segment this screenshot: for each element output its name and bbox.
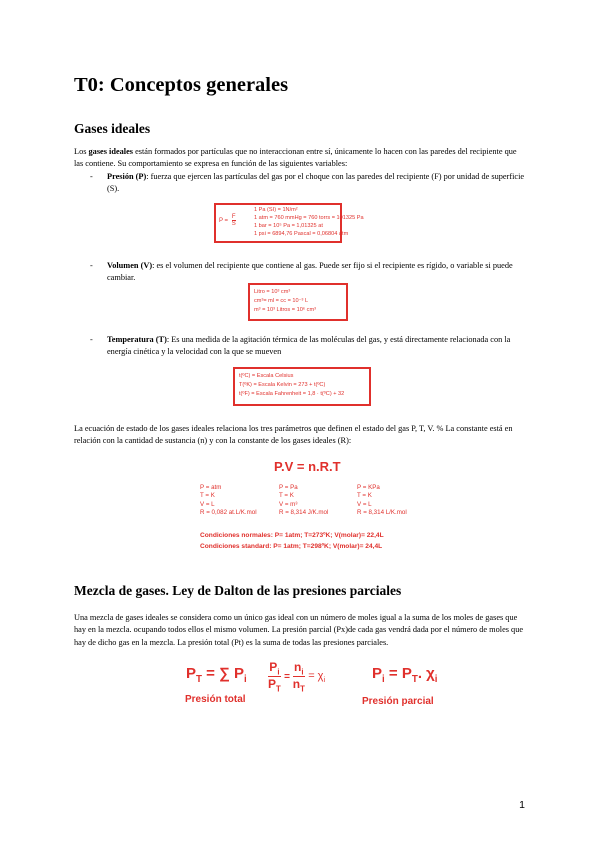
box-line: 1 bar = 10⁵ Pa = 1,01325 at — [254, 223, 323, 230]
units-column-2 — [279, 484, 328, 518]
bullet-dash: - — [90, 172, 93, 181]
unit-line: V = m³ — [279, 500, 298, 508]
units-column-1 — [200, 484, 257, 518]
formula-partial-pressure: $P_i = P_T$. $\chi_i$ — [372, 665, 438, 685]
bullet-desc: : es el volumen del recipiente que contiene al gas. Puede ser fijo si el recipiente es rígido, o variable si puede cambiar. — [107, 261, 513, 283]
bullet-term: Volumen (V) — [107, 261, 153, 270]
pressure-formula-num: F — [231, 214, 236, 220]
intro-text-pre: Los — [74, 147, 89, 156]
unit-line: T = K — [357, 492, 372, 500]
bullet-desc: : fuerza que ejercen las partículas del gas por el choque con las paredes del recipiente (F) por unidad de superficie (S). — [107, 172, 525, 194]
bullet-text — [107, 260, 527, 285]
box-line: 1 psi = 6894,76 Pascal = 0,06804 atm — [254, 231, 349, 238]
pressure-formula — [219, 214, 236, 227]
equation-paragraph: La ecuación de estado de los gases ideales relaciona los tres parámetros que definen el estado del gas P, T, V. % La constante está en relación con la cantidad de sustancia (n) y con la constante de los gases ideales (R): — [74, 424, 513, 446]
unit-line: R = 8,314 J/K.mol — [279, 509, 329, 517]
bullet-dash: - — [90, 335, 93, 344]
pressure-formula-lhs: P = — [219, 218, 229, 225]
pressure-formula-den: S — [231, 221, 236, 227]
bullet-term: Presión (P) — [107, 172, 147, 181]
box-line: T(ºK) = Escala Kelvin = 273 + t(ºC) — [239, 382, 326, 388]
box-line: 1 atm = 760 mmHg = 760 torrs = 101325 Pa — [254, 215, 364, 222]
volume-units-box — [248, 283, 348, 321]
bullet-text — [107, 171, 527, 196]
conditions-block — [200, 530, 384, 552]
section-heading-gases-ideales: Gases ideales — [74, 121, 151, 136]
box-line: t(ºC) = Escala Celsius — [239, 373, 294, 379]
condition-standard: Condiciones standard: P= 1atm; T=298ºK; V(molar)= 24,4L — [200, 543, 383, 550]
unit-line: R = 8,314 L/K.mol — [357, 509, 407, 517]
temperature-units-box — [233, 367, 371, 406]
unit-line: P = atm — [200, 484, 222, 491]
unit-line: P = Pa — [279, 484, 298, 491]
box-line: t(ºF) = Escala Fahrenheit = 1,8 · t(ºC) + 32 — [239, 391, 345, 397]
bullet-dash: - — [90, 261, 93, 270]
condition-normal: Condiciones normales: P= 1atm; T=273ºK; V(molar)= 22,4L — [200, 532, 384, 539]
ideal-gas-equation: P.V = n.R.T — [274, 459, 341, 474]
intro-text-bold: gases ideales — [88, 147, 134, 156]
units-column-3 — [357, 484, 407, 518]
box-line: cm³= ml = cc = 10⁻³ L — [254, 298, 309, 304]
bullet-term: Temperatura (T) — [107, 335, 167, 344]
pressure-units-box — [214, 203, 364, 243]
intro-paragraph — [74, 146, 526, 171]
bullet-text — [107, 334, 527, 359]
unit-line: T = K — [200, 492, 215, 500]
unit-line: V = L — [200, 500, 215, 508]
dalton-paragraph: Una mezcla de gases ideales se considera como un único gas ideal con un número de moles igual a la suma de los moles de gases que hay en la mezcla. ocupando todos ellos el mismo volumen. La presión parcial (Px)de cada gas vendrá dada por el número de moles que hay de dicho gas en la mezcla. La presión total (Pt) es la suma de todas las presiones parciales. — [74, 613, 524, 647]
page-title: T0: Conceptos generales — [74, 74, 289, 96]
bullet-desc: : Es una medida de la agitación térmica de las moléculas del gas, y está directamente relacionada con la energía cinética y la velocidad con la que se mueven — [107, 335, 511, 357]
unit-line: R = 0,082 at.L/K.mol — [200, 509, 257, 517]
intro-text-post: están formados por partículas que no interaccionan entre sí, únicamente lo hacen con las paredes del recipiente que las contiene. Su comportamiento se expresa en función de las siguientes variables: — [74, 147, 517, 169]
label-partial-pressure: Presión parcial — [362, 696, 434, 707]
unit-line: V = L — [357, 500, 372, 508]
unit-line: T = K — [279, 492, 294, 500]
formula-total-pressure: $P_T$ = ∑ $P_i$ — [186, 665, 247, 685]
label-total-pressure: Presión total — [185, 694, 246, 705]
formula-ratio: $\frac{P_i}{P_T}$ = $\frac{n_i}{n_T}$ = $\chi_i$ — [268, 660, 326, 694]
unit-line: P = KPa — [357, 484, 380, 491]
box-line: m³ = 10³ Litros = 10⁶ cm³ — [254, 307, 316, 313]
page-number: 1 — [519, 799, 525, 811]
box-line: Litro = 10³ cm³ — [254, 289, 291, 295]
box-line: 1 Pa (SI) = 1N/m² — [254, 207, 298, 213]
section-heading-dalton: Mezcla de gases. Ley de Dalton de las presiones parciales — [74, 583, 402, 598]
